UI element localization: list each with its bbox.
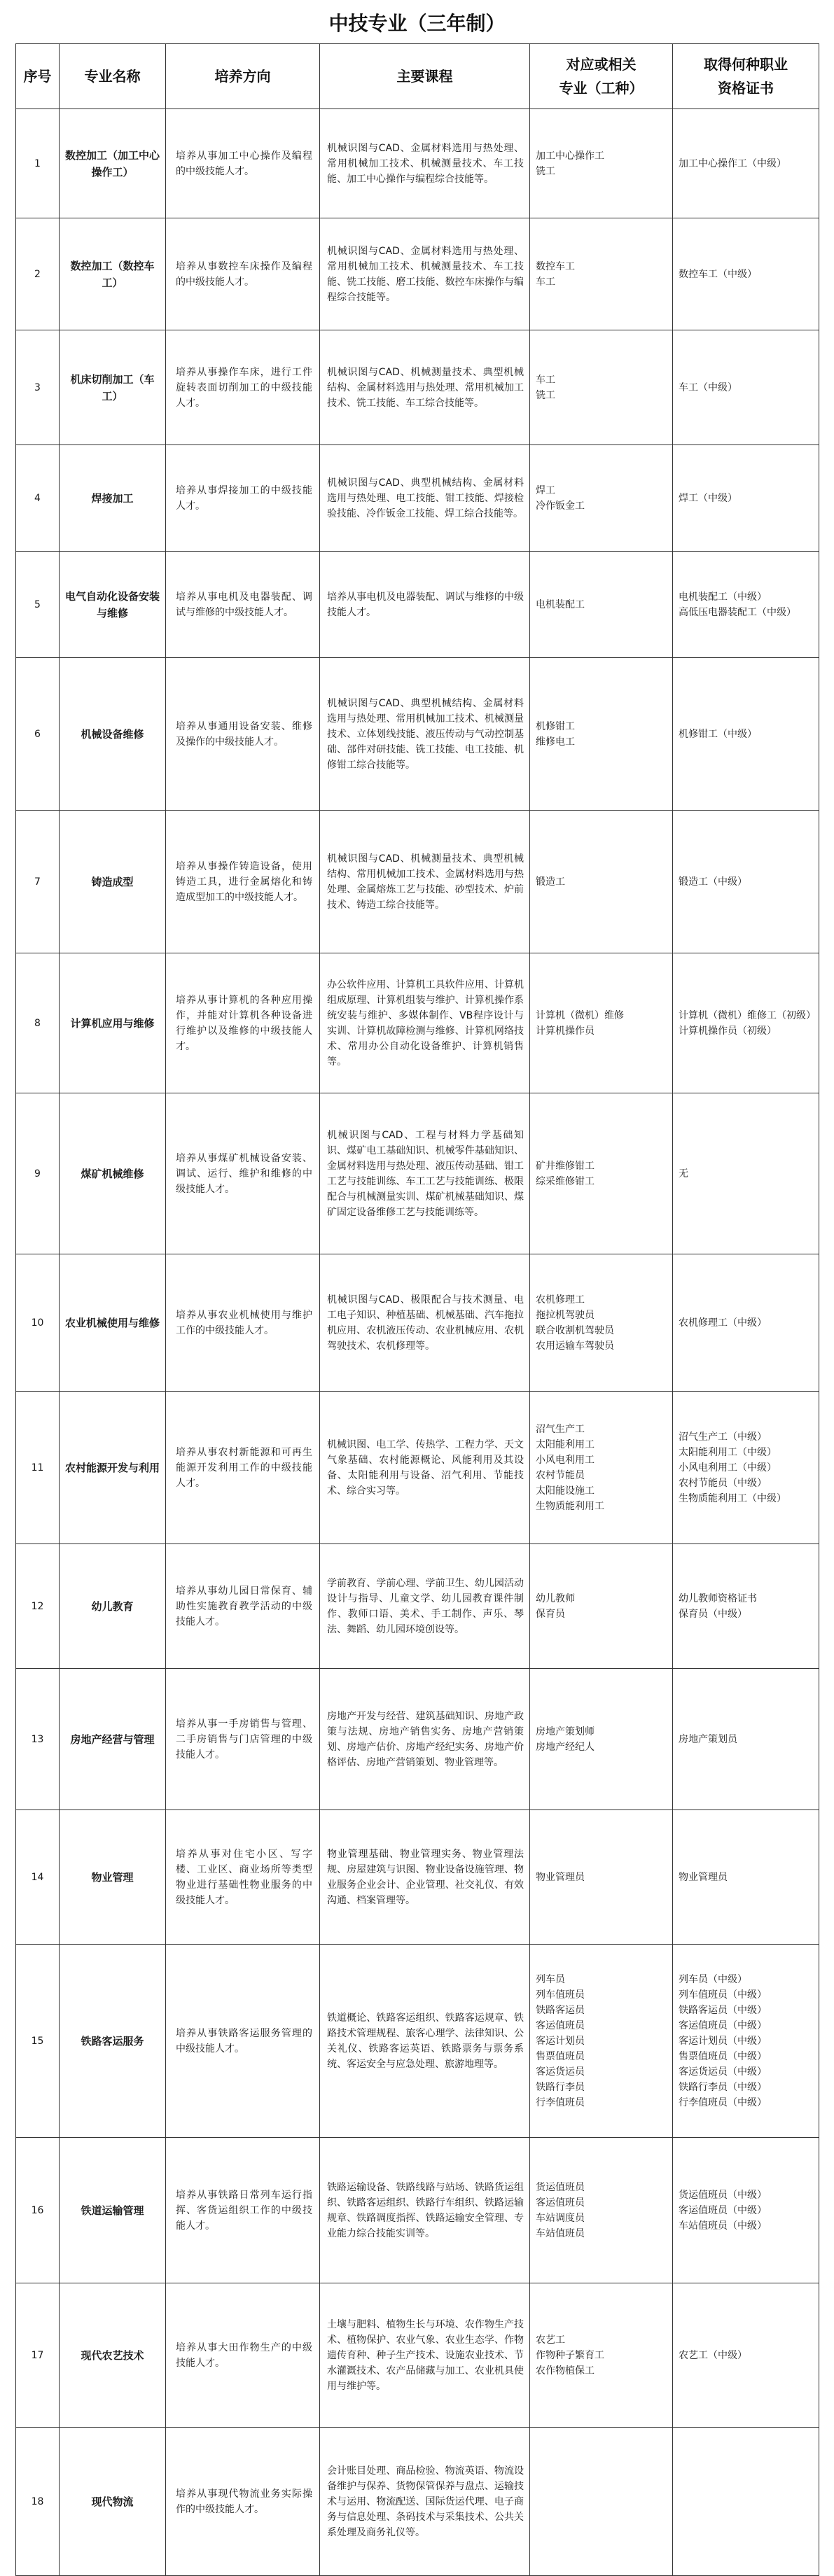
row-index: 18 [16, 2428, 60, 2576]
certificate-item: 无 [679, 1168, 688, 1180]
specialty-item: 客运货运员 [536, 2066, 585, 2078]
row-index: 4 [16, 445, 60, 552]
specialty-item: 数控车工 [536, 260, 575, 272]
certificate [673, 445, 819, 552]
related-specialty [530, 445, 673, 552]
table-row [16, 2138, 819, 2283]
certificate-item: 铁路行李员（中级） [679, 2081, 767, 2093]
specialty-item: 综采维修钳工 [536, 1175, 595, 1187]
row-index: 2 [16, 218, 60, 330]
related-specialty [530, 1669, 673, 1810]
major-name: 铁道运输管理 [60, 2138, 166, 2283]
table-row [16, 218, 819, 330]
training-direction: 培养从事农村新能源和可再生能源开发利用工作的中级技能人才。 [166, 1392, 320, 1544]
header-certificate-line1: 取得何种职业 [704, 56, 788, 73]
main-courses: 机械识图与CAD、机械测量技术、典型机械结构、常用机械加工技术、金属材料选用与热处理、金属熔炼工艺与技能、砂型技术、炉前技术、铸造工综合技能等。 [320, 811, 530, 953]
certificate [673, 2283, 819, 2428]
related-specialty [530, 1544, 673, 1669]
row-index: 11 [16, 1392, 60, 1544]
header-row [16, 44, 819, 109]
certificate [673, 1093, 819, 1254]
table-body [16, 109, 819, 2576]
header-courses: 主要课程 [320, 44, 530, 109]
header-index: 序号 [16, 44, 60, 109]
training-direction: 培养从事通用设备安装、维修及操作的中级技能人才。 [166, 658, 320, 811]
certificate-item: 加工中心操作工（中级） [679, 158, 786, 169]
certificate-item: 焊工（中级） [679, 492, 737, 504]
table-row [16, 445, 819, 552]
table-row [16, 330, 819, 445]
table-row [16, 2428, 819, 2576]
training-direction: 培养从事数控车床操作及编程的中级技能人才。 [166, 218, 320, 330]
table-row [16, 953, 819, 1093]
certificate-item: 列车员（中级） [679, 1973, 747, 1985]
specialty-item: 计算机（微机）维修 [536, 1009, 624, 1021]
major-name: 煤矿机械维修 [60, 1093, 166, 1254]
specialty-item: 焊工 [536, 484, 555, 496]
main-courses: 学前教育、学前心理、学前卫生、幼儿园活动设计与指导、儿童文学、幼儿园教育课件制作、教师口语、美术、手工制作、声乐、琴法、舞蹈、幼儿园环境创设等。 [320, 1544, 530, 1669]
table-row [16, 1254, 819, 1392]
main-courses: 房地产开发与经营、建筑基础知识、房地产政策与法规、房地产销售实务、房地产营销策划、房地产估价、房地产经纪实务、房地产价格评估、房地产营销策划、物业管理等。 [320, 1669, 530, 1810]
related-specialty [530, 2138, 673, 2283]
training-direction: 培养从事电机及电器装配、调试与维修的中级技能人才。 [166, 552, 320, 658]
specialty-item: 幼儿教师 [536, 1592, 575, 1604]
table-row [16, 552, 819, 658]
specialty-item: 计算机操作员 [536, 1025, 595, 1037]
related-specialty [530, 1254, 673, 1392]
certificate-item: 客运值班员（中级） [679, 2019, 767, 2031]
row-index: 10 [16, 1254, 60, 1392]
specialty-item: 锻造工 [536, 876, 565, 888]
main-courses: 铁道概论、铁路客运组织、铁路客运规章、铁路技术管理规程、旅客心理学、法律知识、公关礼仪、铁路客运英语、铁路票务与票务系统、客运安全与应急处理、旅游地理等。 [320, 1945, 530, 2138]
major-name: 铁路客运服务 [60, 1945, 166, 2138]
header-specialty-line2: 专业（工种） [559, 80, 644, 97]
specialty-item: 货运值班员 [536, 2181, 585, 2193]
training-direction: 培养从事大田作物生产的中级技能人才。 [166, 2283, 320, 2428]
specialty-item: 机修钳工 [536, 720, 575, 732]
main-courses: 办公软件应用、计算机工具软件应用、计算机组成原理、计算机组装与维护、计算机操作系统安装与维护、多媒体制作、VB程序设计与实训、计算机故障检测与维修、计算机网络技术、常用办公自动化设备维护、计算机销售等。 [320, 953, 530, 1093]
row-index: 6 [16, 658, 60, 811]
certificate-item: 售票值班员（中级） [679, 2050, 767, 2062]
related-specialty [530, 811, 673, 953]
table-row [16, 2283, 819, 2428]
row-index: 9 [16, 1093, 60, 1254]
specialty-item: 电机装配工 [536, 598, 585, 610]
specialty-item: 行李值班员 [536, 2096, 585, 2108]
table-row [16, 1945, 819, 2138]
table-row [16, 1093, 819, 1254]
specialty-item: 车站值班员 [536, 2227, 585, 2239]
certificate-item: 行李值班员（中级） [679, 2096, 767, 2108]
certificate-item: 计算机操作员（初级） [679, 1025, 777, 1037]
specialty-item: 矿井维修钳工 [536, 1160, 595, 1172]
certificate-item: 客运货运员（中级） [679, 2066, 767, 2078]
certificate [673, 2428, 819, 2576]
major-name: 物业管理 [60, 1810, 166, 1945]
specialty-item: 农用运输车驾驶员 [536, 1340, 614, 1352]
certificate [673, 552, 819, 658]
training-direction: 培养从事铁路日常列车运行指挥、客货运组织工作的中级技能人才。 [166, 2138, 320, 2283]
certificate-item: 房地产策划员 [679, 1733, 737, 1745]
certificate-item: 小风电利用工（中级） [679, 1462, 777, 1474]
specialty-item: 售票值班员 [536, 2050, 585, 2062]
major-name: 幼儿教育 [60, 1544, 166, 1669]
certificate-item: 铁路客运员（中级） [679, 2004, 767, 2016]
certificate [673, 1810, 819, 1945]
certificate-item: 车站值班员（中级） [679, 2220, 767, 2232]
header-direction: 培养方向 [166, 44, 320, 109]
table-row [16, 1392, 819, 1544]
certificate-item: 电机装配工（中级） [679, 591, 767, 603]
header-name: 专业名称 [60, 44, 166, 109]
specialty-item: 作物种子繁育工 [536, 2349, 604, 2361]
related-specialty [530, 1810, 673, 1945]
certificate-item: 太阳能利用工（中级） [679, 1446, 777, 1458]
table-row [16, 109, 819, 218]
row-index: 17 [16, 2283, 60, 2428]
certificate-item: 车工（中级） [679, 382, 737, 393]
training-direction: 培养从事计算机的各种应用操作，并能对计算机各种设备进行维护以及维修的中级技能人才。 [166, 953, 320, 1093]
certificate-item: 客运值班员（中级） [679, 2204, 767, 2216]
specialty-item: 农艺工 [536, 2334, 565, 2346]
certificate-item: 计算机（微机）维修工（初级） [679, 1009, 816, 1021]
main-courses: 机械识图与CAD、金属材料选用与热处理、常用机械加工技术、机械测量技术、车工技能、加工中心操作与编程综合技能等。 [320, 109, 530, 218]
row-index: 14 [16, 1810, 60, 1945]
related-specialty [530, 552, 673, 658]
certificate-item: 农村节能员（中级） [679, 1477, 767, 1489]
certificate [673, 1544, 819, 1669]
major-name: 农业机械使用与维修 [60, 1254, 166, 1392]
main-courses: 铁路运输设备、铁路线路与站场、铁路货运组织、铁路客运组织、铁路行车组织、铁路运输规章、铁路调度指挥、铁路运输安全管理、专业能力综合技能实训等。 [320, 2138, 530, 2283]
training-direction: 培养从事焊接加工的中级技能人才。 [166, 445, 320, 552]
main-courses: 机械识图与CAD、机械测量技术、典型机械结构、金属材料选用与热处理、常用机械加工技术、铣工技能、车工综合技能等。 [320, 330, 530, 445]
row-index: 13 [16, 1669, 60, 1810]
specialty-item: 农机修理工 [536, 1294, 585, 1306]
major-name: 现代农艺技术 [60, 2283, 166, 2428]
majors-table [15, 43, 819, 2576]
main-courses: 土壤与肥料、植物生长与环境、农作物生产技术、植物保护、农业气象、农业生态学、作物遗传育种、种子生产技术、设施农业技术、节水灌溉技术、农产品储藏与加工、农业机具使用与维护等。 [320, 2283, 530, 2428]
specialty-item: 房地产策划师 [536, 1726, 595, 1737]
main-courses: 机械识图与CAD、典型机械结构、金属材料选用与热处理、电工技能、钳工技能、焊接检验技能、冷作钣金工技能、焊工综合技能等。 [320, 445, 530, 552]
training-direction: 培养从事现代物流业务实际操作的中级技能人才。 [166, 2428, 320, 2576]
certificate [673, 109, 819, 218]
certificate-item: 农机修理工（中级） [679, 1317, 767, 1329]
table-row [16, 1669, 819, 1810]
certificate [673, 1945, 819, 2138]
row-index: 5 [16, 552, 60, 658]
specialty-item: 沼气生产工 [536, 1423, 585, 1435]
training-direction: 培养从事一手房销售与管理、二手房销售与门店管理的中级技能人才。 [166, 1669, 320, 1810]
specialty-item: 客运值班员 [536, 2019, 585, 2031]
page-title: 中技专业（三年制） [328, 12, 506, 35]
major-name: 铸造成型 [60, 811, 166, 953]
specialty-item: 铣工 [536, 165, 555, 177]
row-index: 7 [16, 811, 60, 953]
table-row [16, 1544, 819, 1669]
certificate [673, 1669, 819, 1810]
major-name: 电气自动化设备安装与维修 [60, 552, 166, 658]
certificate [673, 2138, 819, 2283]
main-courses: 会计账目处理、商品检验、物流英语、物流设备维护与保养、货物保管保养与盘点、运输技术与运用、物流配送、国际货运代理、电子商务与信息处理、条码技术与采集技术、公共关系处理及商务礼仪等。 [320, 2428, 530, 2576]
related-specialty [530, 2428, 673, 2576]
specialty-item: 客运值班员 [536, 2197, 585, 2208]
related-specialty [530, 218, 673, 330]
certificate-item: 机修钳工（中级） [679, 728, 757, 740]
major-name: 数控加工（加工中心操作工） [60, 109, 166, 218]
specialty-item: 维修电工 [536, 736, 575, 748]
certificate-item: 生物质能利用工（中级） [679, 1492, 786, 1504]
table-row [16, 1810, 819, 1945]
related-specialty [530, 2283, 673, 2428]
major-name: 房地产经营与管理 [60, 1669, 166, 1810]
main-courses: 机械识图与CAD、典型机械结构、金属材料选用与热处理、常用机械加工技术、机械测量技术、立体划线技能、液压传动与气动控制基础、部件对研技能、铣工技能、电工技能、机修钳工综合技能等。 [320, 658, 530, 811]
related-specialty [530, 1392, 673, 1544]
specialty-item: 物业管理员 [536, 1871, 585, 1883]
table-row [16, 658, 819, 811]
specialty-item: 农村节能员 [536, 1469, 585, 1481]
certificate [673, 1392, 819, 1544]
training-direction: 培养从事农业机械使用与维护工作的中级技能人才。 [166, 1254, 320, 1392]
certificate-item: 物业管理员 [679, 1871, 728, 1883]
certificate-item: 沼气生产工（中级） [679, 1431, 767, 1443]
training-direction: 培养从事加工中心操作及编程的中级技能人才。 [166, 109, 320, 218]
specialty-item: 车工 [536, 374, 555, 386]
main-courses: 机械识图与CAD、极限配合与技术测量、电工电子知识、种植基础、机械基础、汽车拖拉机应用、农机液压传动、农业机械应用、农机驾驶技术、农机修理等。 [320, 1254, 530, 1392]
certificate-item: 农艺工（中级） [679, 2349, 747, 2361]
specialty-item: 小风电利用工 [536, 1454, 595, 1466]
training-direction: 培养从事操作铸造设备，使用铸造工具，进行金属熔化和铸造成型加工的中级技能人才。 [166, 811, 320, 953]
certificate-item: 锻造工（中级） [679, 876, 747, 888]
specialty-item: 客运计划员 [536, 2035, 585, 2047]
certificate [673, 330, 819, 445]
training-direction: 培养从事铁路客运服务管理的中级技能人才。 [166, 1945, 320, 2138]
main-courses: 物业管理基础、物业管理实务、物业管理法规、房屋建筑与识图、物业设备设施管理、物业服务企业会计、企业管理、社交礼仪、有效沟通、档案管理等。 [320, 1810, 530, 1945]
specialty-item: 生物质能利用工 [536, 1500, 604, 1512]
major-name: 焊接加工 [60, 445, 166, 552]
specialty-item: 拖拉机驾驶员 [536, 1309, 595, 1321]
certificate-item: 列车值班员（中级） [679, 1989, 767, 2001]
major-name: 数控加工（数控车工） [60, 218, 166, 330]
certificate-item: 货运值班员（中级） [679, 2189, 767, 2201]
specialty-item: 列车值班员 [536, 1989, 585, 2001]
row-index: 12 [16, 1544, 60, 1669]
related-specialty [530, 330, 673, 445]
training-direction: 培养从事幼儿园日常保育、辅助性实施教育教学活动的中级技能人才。 [166, 1544, 320, 1669]
training-direction: 培养从事煤矿机械设备安装、调试、运行、维护和维修的中级技能人才。 [166, 1093, 320, 1254]
header-specialty-line1: 对应或相关 [566, 56, 637, 73]
row-index: 8 [16, 953, 60, 1093]
specialty-item: 保育员 [536, 1608, 565, 1620]
certificate-item: 客运计划员（中级） [679, 2035, 767, 2047]
training-direction: 培养从事对住宅小区、写字楼、工业区、商业场所等类型物业进行基础性物业服务的中级技能人才。 [166, 1810, 320, 1945]
certificate-item: 幼儿教师资格证书 [679, 1592, 757, 1604]
major-name: 现代物流 [60, 2428, 166, 2576]
main-courses: 培养从事电机及电器装配、调试与维修的中级技能人才。 [320, 552, 530, 658]
specialty-item: 太阳能设施工 [536, 1485, 595, 1497]
specialty-item: 联合收割机驾驶员 [536, 1324, 614, 1336]
specialty-item: 房地产经纪人 [536, 1741, 595, 1753]
specialty-item: 太阳能利用工 [536, 1438, 595, 1450]
certificate [673, 658, 819, 811]
major-name: 计算机应用与维修 [60, 953, 166, 1093]
related-specialty [530, 658, 673, 811]
specialty-item: 农作物植保工 [536, 2365, 595, 2376]
certificate-item: 数控车工（中级） [679, 268, 757, 280]
row-index: 16 [16, 2138, 60, 2283]
specialty-item: 车站调度员 [536, 2212, 585, 2224]
specialty-item: 车工 [536, 276, 555, 288]
specialty-item: 铁路行李员 [536, 2081, 585, 2093]
specialty-item: 列车员 [536, 1973, 565, 1985]
related-specialty [530, 1945, 673, 2138]
main-courses: 机械识图与CAD、金属材料选用与热处理、常用机械加工技术、机械测量技术、车工技能、铣工技能、磨工技能、数控车床操作与编程综合技能等。 [320, 218, 530, 330]
related-specialty [530, 953, 673, 1093]
header-certificate-line2: 资格证书 [718, 80, 774, 97]
header-certificate [673, 44, 819, 109]
specialty-item: 加工中心操作工 [536, 150, 604, 162]
main-courses: 机械识图与CAD、工程与材料力学基础知识、煤矿电工基础知识、机械零件基础知识、金属材料选用与热处理、液压传动基础、钳工工艺与技能训练、车工工艺与技能训练、极限配合与机械测量实训、煤矿机械基础知识、煤矿固定设备维修工艺与技能训练等。 [320, 1093, 530, 1254]
certificate-item: 保育员（中级） [679, 1608, 747, 1620]
major-name: 机械设备维修 [60, 658, 166, 811]
related-specialty [530, 109, 673, 218]
related-specialty [530, 1093, 673, 1254]
training-direction: 培养从事操作车床，进行工件旋转表面切削加工的中级技能人才。 [166, 330, 320, 445]
specialty-item: 铁路客运员 [536, 2004, 585, 2016]
certificate [673, 1254, 819, 1392]
certificate [673, 953, 819, 1093]
main-courses: 机械识图、电工学、传热学、工程力学、天文气象基础、农村能源概论、风能利用及其设备、太阳能利用与设备、沼气利用、节能技术、综合实习等。 [320, 1392, 530, 1544]
row-index: 1 [16, 109, 60, 218]
row-index: 15 [16, 1945, 60, 2138]
table-row [16, 811, 819, 953]
major-name: 农村能源开发与利用 [60, 1392, 166, 1544]
certificate [673, 218, 819, 330]
certificate-item: 高低压电器装配工（中级） [679, 606, 796, 618]
certificate [673, 811, 819, 953]
row-index: 3 [16, 330, 60, 445]
specialty-item: 冷作钣金工 [536, 500, 585, 512]
specialty-item: 铣工 [536, 389, 555, 401]
major-name: 机床切削加工（车工） [60, 330, 166, 445]
header-specialty [530, 44, 673, 109]
